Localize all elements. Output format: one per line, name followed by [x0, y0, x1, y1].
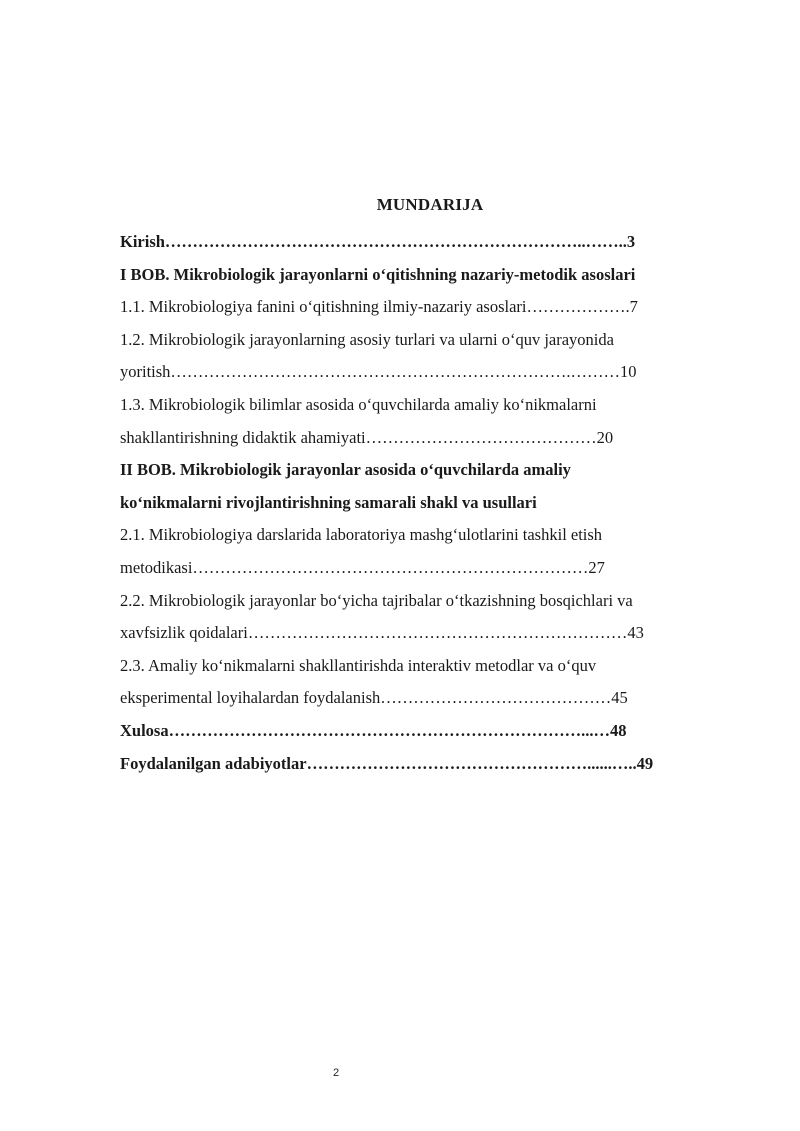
toc-chapter-2-heading-line2: ko‘nikmalarni rivojlantirishning samarali shakl va usullari — [120, 492, 537, 512]
toc-entry-1-3-line2: shakllantirishning didaktik ahamiyati……………………………………20 — [120, 427, 614, 447]
toc-entry-2-2-line2: xavfsizlik qoidalari……………………………………………………………43 — [120, 623, 644, 643]
toc-chapter-2-heading-line1: II BOB. Mikrobiologik jarayonlar asosida o‘quvchilarda amaliy — [120, 460, 571, 480]
toc-chapter-1-heading: I BOB. Mikrobiologik jarayonlarni o‘qitishning nazariy-metodik asoslari — [120, 264, 636, 284]
toc-entry-xulosa: Xulosa…………………………………………………………………...…48 — [120, 720, 627, 740]
toc-entry-2-3-line2: eksperimental loyihalardan foydalanish……………………………………45 — [120, 688, 628, 708]
toc-entry-2-1-line2: metodikasi………………………………………………………………27 — [120, 557, 605, 577]
toc-entry-2-2-line1: 2.2. Mikrobiologik jarayonlar bo‘yicha tajribalar o‘tkazishning bosqichlari va — [120, 590, 633, 610]
toc-entry-1-2-line1: 1.2. Mikrobiologik jarayonlarning asosiy turlari va ularni o‘quv jarayonida — [120, 329, 614, 349]
toc-entry-kirish: Kirish…………………………………………………………………..……..3 — [120, 232, 636, 251]
toc-entry-1-3-line1: 1.3. Mikrobiologik bilimlar asosida o‘quvchilarda amaliy ko‘nikmalarni — [120, 394, 597, 414]
table-of-contents — [120, 226, 740, 780]
toc-entry-adabiyotlar: Foydalanilgan adabiyotlar……………………………………………......…..49 — [120, 753, 654, 773]
toc-entry-2-1-line1: 2.1. Mikrobiologiya darslarida laboratoriya mashg‘ulotlarini tashkil etish — [120, 525, 603, 545]
toc-title: MUNDARIJA — [376, 195, 484, 214]
toc-entry-2-3-line1: 2.3. Amaliy ko‘nikmalarni shakllantirishda interaktiv metodlar va o‘quv — [120, 655, 597, 675]
toc-entry-1-2-line2: yoritish……………………………………………………………….………10 — [120, 362, 637, 382]
page-number: 2 — [332, 1067, 340, 1079]
toc-entry-1-1: 1.1. Mikrobiologiya fanini o‘qitishning ilmiy-nazariy asoslari……………….7 — [120, 297, 638, 317]
